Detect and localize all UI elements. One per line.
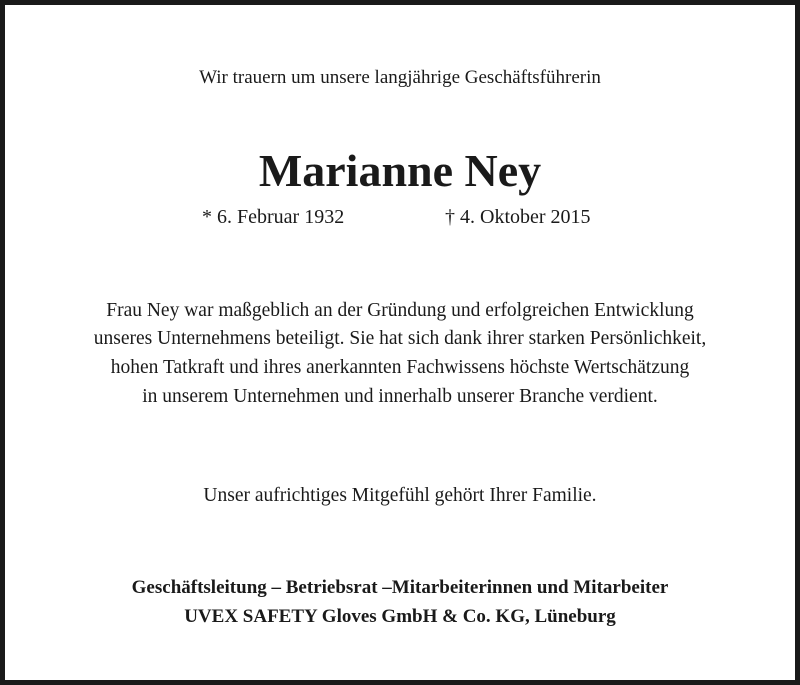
deceased-name: Marianne Ney [258,145,542,196]
condolence-text: Unser aufrichtiges Mitgefühl gehört Ihrer Familie. [203,485,597,506]
body-line: in unserem Unternehmen und innerhalb unserer Branche verdient. [142,386,658,407]
body-line: hohen Tatkraft und ihres anerkannten Fachwissens höchste Wertschätzung [110,357,690,378]
company-name: UVEX SAFETY Gloves GmbH & Co. KG, Lüneburg [184,606,616,627]
body-line: unseres Unternehmens beteiligt. Sie hat sich dank ihrer starken Persönlichkeit, [93,328,707,349]
intro-text: Wir trauern um unsere langjährige Geschäftsführerin [199,67,601,88]
signature-line: Geschäftsleitung – Betriebsrat –Mitarbeiterinnen und Mitarbeiter [131,577,669,598]
death-date: † 4. Oktober 2015 [445,206,591,228]
body-line: Frau Ney war maßgeblich an der Gründung und erfolgreichen Entwicklung [106,300,694,321]
birth-date: * 6. Februar 1932 [202,206,345,228]
